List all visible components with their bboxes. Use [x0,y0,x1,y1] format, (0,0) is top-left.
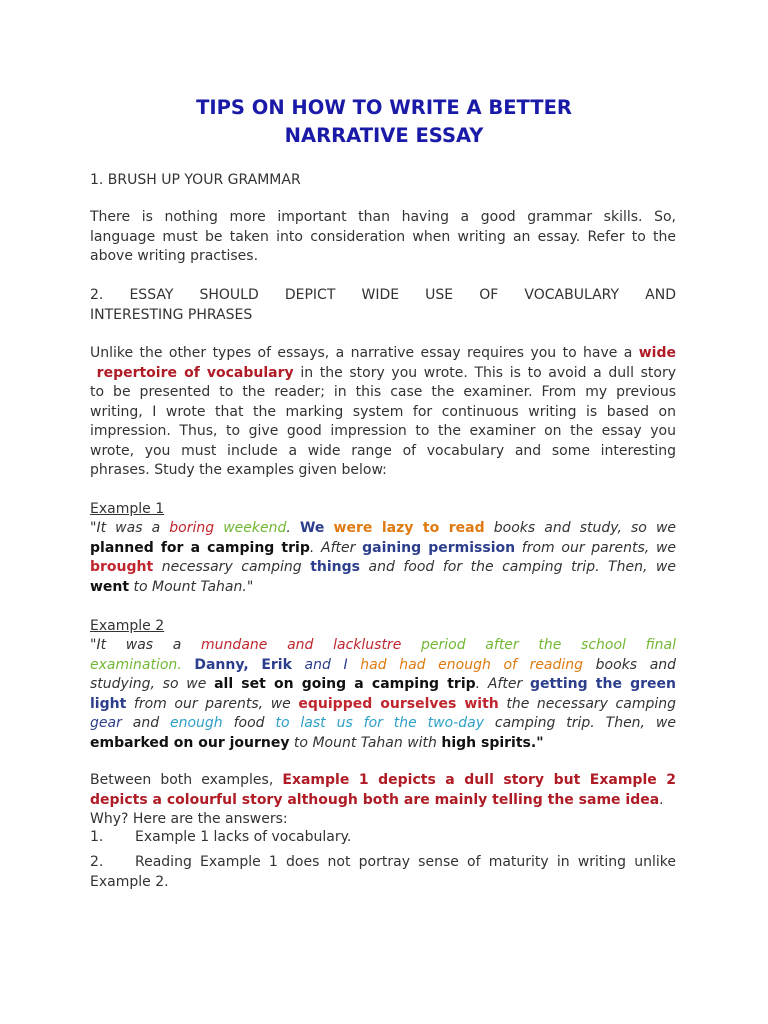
highlight-we: We [299,520,325,536]
text-run: necessary camping [153,559,311,575]
example-line [90,519,676,539]
text-run: and food for the camping trip. Then, we [360,559,676,575]
list-item [90,828,676,848]
text-run: . [659,791,664,808]
text-run: and [121,715,170,731]
text-run: the necessary camping [498,695,676,712]
example-line [90,714,676,734]
text-run: from our parents, we [515,539,677,556]
highlight-mundane: mundane and lacklustre [201,637,402,653]
heading-line: INTERESTING PHRASES [90,306,253,323]
paragraph-line [90,771,676,791]
text-run: to Mount Tahan." [129,578,254,595]
text-run: . After [309,539,363,556]
text-run: Between both examples, [90,772,274,788]
highlight-repertoire: repertoire of vocabulary [96,364,294,381]
highlight-light: light [90,695,127,712]
paragraph-line: Why? Here are the answers: [90,811,288,827]
example-line [90,578,676,598]
highlight-erik: Erik [261,656,292,673]
example-1-label: Example 1 [90,501,165,517]
paragraph-line: language must be taken into consideration when writing an essay. Refer to the [90,228,676,245]
example-line [90,558,676,578]
list-item [90,853,676,892]
highlight-two-day: to last us for the two-day [275,715,484,731]
text-run: Unlike the other types of essays, a narrative essay requires you to have a [90,345,633,361]
highlight-enough-reading: had had enough of reading [360,656,584,673]
list-line: Example 2. [90,873,169,890]
paragraph-line: impression. Thus, to give good impression to the examiner on the essay you [90,423,676,439]
list-text: Example 1 lacks of vocabulary. [135,829,352,845]
highlight-getting: getting the green [529,676,677,692]
highlight-period: period after the school final [421,637,677,653]
example-2-label: Example 2 [90,618,165,634]
paragraph-line: phrases. Study the examples given below: [90,462,387,478]
highlight-and-i: and I [304,656,348,673]
heading-line: 2. ESSAY SHOULD DEPICT WIDE USE OF VOCABULARY AND [90,287,676,303]
paragraph-line [90,791,676,811]
highlight-weekend: weekend [223,520,287,536]
example-line [90,734,676,754]
section-2-heading [90,286,676,325]
highlight-planned: planned for a camping trip [90,539,310,556]
text-run: to Mount Tahan with [289,734,442,751]
conclusion-paragraph [90,771,676,828]
text-run: from our parents, we [126,695,299,712]
highlight-went: went [90,578,130,595]
paragraph-line [90,344,676,364]
highlight-conclusion-2: depicts a colourful story although both are mainly telling the same idea [90,791,660,808]
paragraph-line [90,364,676,384]
text-run: . [286,520,300,536]
highlight-examination: examination. [90,656,182,673]
highlight-things: things [310,559,360,575]
text-run: . After [475,676,530,692]
text-run: food [222,715,276,731]
section-1-paragraph [90,208,676,267]
text-run: "It was a [90,637,202,653]
highlight-boring: boring [169,520,215,536]
highlight-lazy: were lazy to read [333,520,485,536]
text-run: in the story you wrote. This is to avoid a dull story [300,364,677,381]
list-number: 2. [90,854,104,870]
example-line [90,656,676,676]
highlight-high-spirits: high spirits." [441,734,544,751]
text-run: camping trip. Then, we [484,715,676,731]
example-2-body [90,636,676,753]
paragraph-line: above writing practises. [90,248,259,264]
highlight-brought: brought [90,559,154,575]
text-run: books and study, so we [484,520,677,536]
text-run: studying, so we [90,676,215,692]
section-2-paragraph [90,344,676,481]
page-title [0,94,768,150]
section-1-heading: 1. BRUSH UP YOUR GRAMMAR [90,172,301,188]
highlight-gaining: gaining permission [362,539,516,556]
highlight-danny: Danny, [194,656,249,673]
list-number: 1. [90,829,104,845]
title-line-1: TIPS ON HOW TO WRITE A BETTER [196,96,572,119]
example-1-body [90,519,676,597]
title-line-2: NARRATIVE ESSAY [284,124,484,147]
highlight-all-set: all set on going a camping trip [214,676,476,692]
paragraph-line: to be presented to the reader; in this case the examiner. From my previous [90,384,676,400]
highlight-enough: enough [170,715,223,731]
example-line [90,695,676,715]
example-line [90,675,676,695]
paragraph-line: wrote, you must include a wide range of vocabulary and some interesting [90,442,676,459]
example-line [90,636,676,656]
highlight-conclusion-1: Example 1 depicts a dull story but Example 2 [282,772,676,788]
text-run: books and [583,656,677,673]
text-run: "It was a [90,520,170,536]
highlight-wide: wide [638,345,676,361]
highlight-gear: gear [90,715,122,731]
paragraph-line: writing, I wrote that the marking system for continuous writing is based on [90,403,676,420]
list-line [90,853,676,873]
highlight-embarked: embarked on our journey [90,734,290,751]
highlight-equipped: equipped ourselves with [298,695,499,712]
list-text: Reading Example 1 does not portray sense of maturity in writing unlike [135,854,676,870]
paragraph-line: There is nothing more important than having a good grammar skills. So, [90,209,676,225]
example-line [90,539,676,559]
